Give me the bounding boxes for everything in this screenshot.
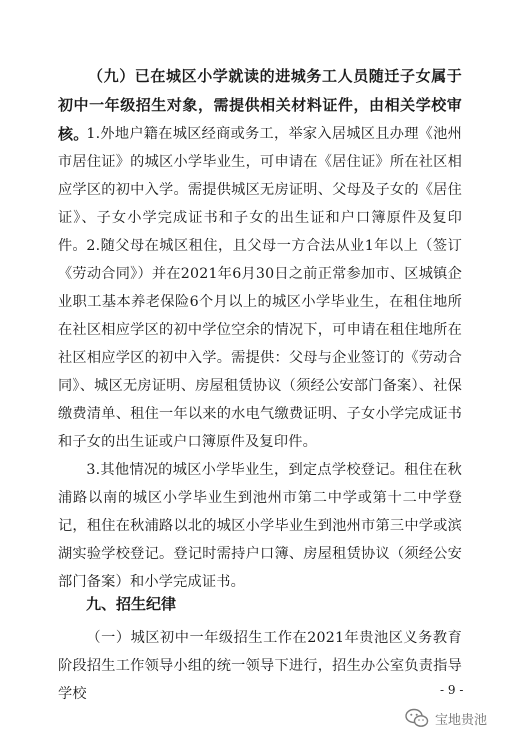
watermark-label: 宝地贵池 bbox=[435, 712, 488, 728]
paragraph-last: （一）城区初中一年级招生工作在2021年贵池区义务教育阶段招生工作领导小组的统一领导下进行，招生办公室负责指导学校 bbox=[58, 630, 462, 702]
section-heading: 九、招生纪律 bbox=[86, 595, 177, 613]
paragraph-item-3: 3.其他情况的城区小学毕业生，到定点学校登记。租住在秋浦路以南的城区小学毕业生到池州市第二中学或第十二中学登记，租住在秋浦路以北的城区小学毕业生到池州市第三中学或滨湖实验学校登记。登记时需持户口簿、房屋租赁协议（须经公安部门备案）和小学完成证书。 bbox=[58, 462, 462, 590]
paragraph-item-2: 2.随父母在城区租住，且父母一方合法从业1年以上（签订《劳动合同》）并在2021年6月30日之前正常参加市、区城镇企业职工基本养老保险6个月以上的城区小学毕业生，在租住地所在社区相应学区的初中学位空余的情况下，可申请在租住地所在社区相应学区的初中入学。需提供：父母与企业签订的《劳动合同》、城区无房证明、房屋租赁协议（须经公安部门备案）、社保缴费清单、租住一年以来的水电气缴费证明、子女小学完成证书和子女的出生证或户口簿原件及复印件。 bbox=[58, 238, 462, 450]
paragraph-intro: （九）已在城区小学就读的进城务工人员随迁子女属于初中一年级招生对象，需提供相关材料证件，由相关学校审核。 bbox=[58, 67, 462, 143]
watermark bbox=[405, 708, 487, 728]
page-number: - 9 - bbox=[440, 683, 464, 697]
paragraph-item-1: 1.外地户籍在城区经商或务工，举家入居城区且办理《池州市居住证》的城区小学毕业生，可申请在《居住证》所在社区相应学区的初中入学。需提供城区无房证明、父母及子女的《居住证》、子女小学完成证书和子女的出生证和户口簿原件及复印件。 bbox=[58, 126, 462, 254]
wechat-icon bbox=[405, 708, 429, 728]
